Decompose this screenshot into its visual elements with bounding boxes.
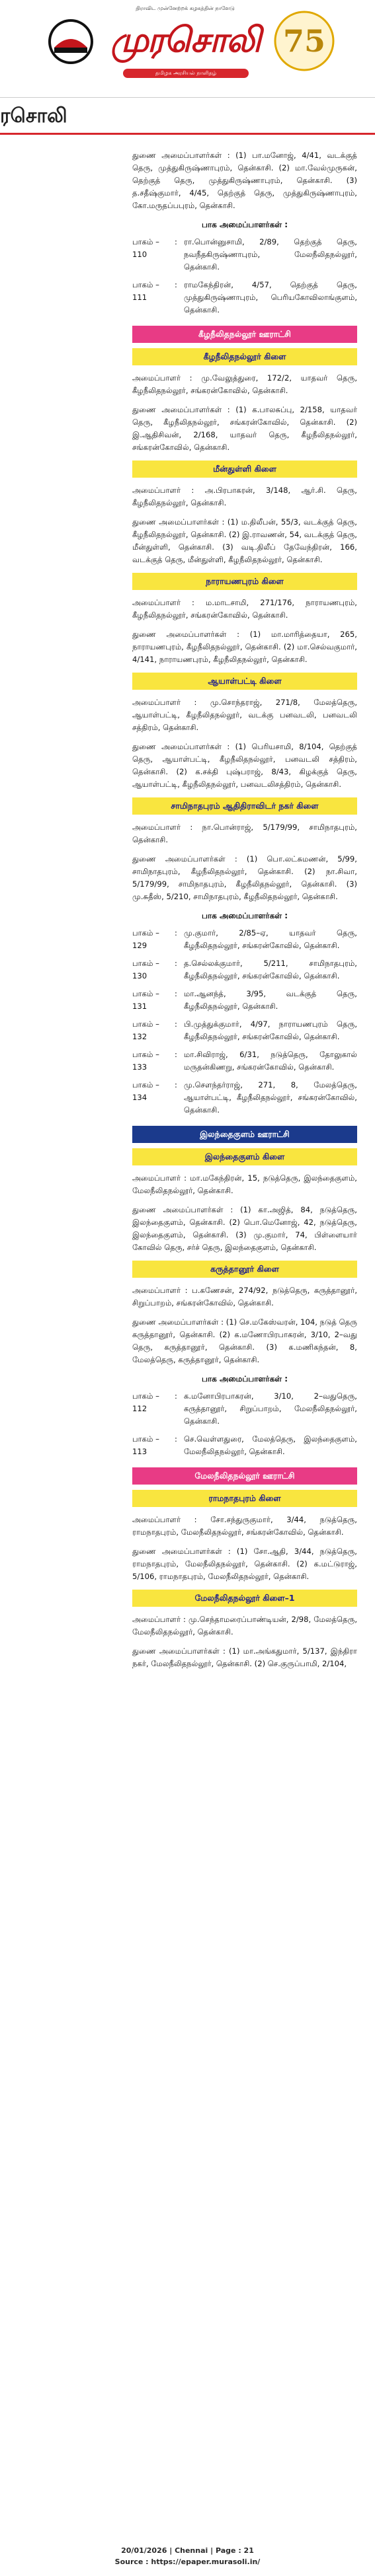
panchayat-banner: மேலநீலிதநல்லூர் ஊராட்சி <box>132 1467 357 1485</box>
section-name: ரசொலி <box>0 104 67 128</box>
booth-row <box>132 279 357 316</box>
anniversary-number: 75 <box>282 23 326 59</box>
booth-text: க.மனோபிரபாகரன், 3/10, 2–வதுதெரு, கருத்தானூர், சிறுப்பாறம், மேலநீலிதநல்லூர், தென்காசி. <box>184 1391 357 1426</box>
booth-number: பாகம் – 132 <box>132 1019 159 1041</box>
paragraph: துணை அமைப்பாளர்கள் : (1) பொ.லட்சுமணன், 5/99, சாமிநாதபுரம், கீழநீலிதநல்லூர், தென்காசி. (2) நா.சிவா, 5/179/99, சாமிநாதபுரம், கீழநீலிதநல்லூர், தென்காசி. (3) மு.சுதீஸ், 5/210, சாமிநாதபுரம், கீழநீலிதநல்லூர், தென்காசி. <box>132 854 357 901</box>
branch-heading: மீன்துள்ளி கிளை <box>132 460 357 478</box>
booth-row <box>132 1390 357 1428</box>
paragraph: அமைப்பாளர் : ப.கணேசன், 274/92, நடுத்தெரு, கருத்தானூர், சிறுப்பாறம், சங்கரன்கோவில், தென்காசி. <box>132 1286 357 1307</box>
booth-separator: : <box>175 1080 177 1089</box>
booth-text: ரா.பொன்னுசாமி, 2/89, தெற்குத் தெரு, நவநீதகிருஷ்ணாபுரம், மேலநீலிதநல்லூர், தென்காசி. <box>184 237 357 272</box>
booth-text: ராமகேந்திரன், 4/57, தெற்குத் தெரு, முத்துகிருஷ்ணாபுரம், பெரியகோவிலாங்குளம், தென்காசி. <box>184 280 357 314</box>
booth-number: பாகம் – 134 <box>132 1080 159 1102</box>
booth-separator: : <box>175 1391 177 1401</box>
branch-heading: மேலநீலிதநல்லூர் கிளை–1 <box>132 1590 357 1607</box>
paragraph: துணை அமைப்பாளர்கள் : (1) பா.மனோஜ், 4/41, வடக்குத் தெரு, முத்துகிருஷ்ணாபுரம், தென்காசி. (2) மா.வேல்முருகன், தெற்குத் தெரு, முத்துகிருஷ்ணாபுரம், தென்காசி. (3) த.சதீஷ்குமார், 4/45, தெற்குத் தெரு, முத்துகிருஷ்ணாபுரம், கோ.மருதப்பபுரம், தென்காசி. <box>132 151 357 210</box>
booth-separator: : <box>175 1434 177 1444</box>
paragraph: துணை அமைப்பாளர்கள் : (1) மா.அங்கதுமார், 5/137, இந்திரா நகர், மேலநீலிதநல்லூர், தென்காசி. (2) செ.குருப்பாமி, 2/104, <box>132 1646 357 1668</box>
paragraph: அமைப்பாளர் : சோ.சந்துருகுமார், 3/44, நடுத்தெரு, ராமநாதபுரம், மேலநீலிதநல்லூர், சங்கரன்கோவில், தென்காசி. <box>132 1515 357 1537</box>
booth-number: பாகம் – 112 <box>132 1391 159 1413</box>
booth-row <box>132 1018 357 1043</box>
masthead-tagline: திராவிட முன்னேற்றக் கழகத்தின் நாளேடு <box>136 5 235 11</box>
booth-separator: : <box>175 280 177 289</box>
paragraph: துணை அமைப்பாளர்கள் : (1) செ.மகேஸ்வரன், 104, நடுத் தெரு கருத்தானூர், தென்காசி. (2) க.மணோபிரபாகரன், 3/10, 2–வது தெரு, கருத்தானூர், தென்காசி. (3) க.மணிகந்தன், 8, மேலத்தெரு, கருத்தானூர், தென்காசி. <box>132 1317 357 1364</box>
booth-number: பாகம் – 113 <box>132 1434 159 1456</box>
booth-list <box>132 236 357 316</box>
paragraph: அமைப்பாளர் : ம.மாடசாமி, 271/176, நாராயணபுரம், கீழநீலிதநல்லூர், சங்கரன்கோவில், தென்காசி. <box>132 598 357 620</box>
paragraph: அமைப்பாளர் : மு.சொந்தராஜ், 271/8, மேலத்தெரு, ஆயாள்பட்டி, கீழநீலிதநல்லூர், வடக்கு பனவடலி, பனவடலி சத்திரம், தென்காசி. <box>132 698 357 732</box>
panchayat-banner: இலந்தைகுளம் ஊராட்சி <box>132 1126 357 1143</box>
booth-row <box>132 1433 357 1458</box>
paragraph: அமைப்பாளர் : மா.மகேந்திரன், 15, நடுத்தெரு, இலந்தைகுளம், மேலநீலிதநல்லூர், தென்காசி. <box>132 1173 357 1195</box>
source-link[interactable]: Source : https://epaper.murasoli.in/ <box>114 2558 261 2566</box>
branch-heading: ஆயாள்பட்டி கிளை <box>132 673 357 690</box>
paragraph: அமைப்பாளர் : மு.செந்தாமரைப்பாண்டியன், 2/98, மேலத்தெரு, மேலநீலிதநல்லூர், தென்காசி. <box>132 1615 357 1637</box>
booth-text: பி.முத்துக்குமார், 4/97, நாராயணபுரம் தெரு, கீழநீலிதநல்லூர், சங்கரன்கோவில், தென்காசி. <box>184 1019 357 1041</box>
page-footer <box>0 2545 375 2576</box>
booth-text: மு.சௌந்தர்ராஜ், 271, 8, மேலத்தெரு, ஆயாள்பட்டி, கீழநீலிதநல்லூர், சங்கரன்கோவில், தென்காசி. <box>184 1080 357 1115</box>
booth-row <box>132 927 357 952</box>
paragraph: அமைப்பாளர் : மு.வேலுத்துரை, 172/2, யாதவர் தெரு, கீழநீலிதநல்லூர், சங்கரன்கோவில், தென்காசி. <box>132 373 357 395</box>
rising-sun-logo-icon <box>46 17 95 66</box>
booth-text: மா.சிவிராஜ், 6/31, நடுத்தெரு, தோலுகால் மருதன்கிணறு, சங்கரன்கோவில், தென்காசி. <box>184 1050 357 1072</box>
booth-row <box>132 236 357 274</box>
booth-separator: : <box>175 959 177 968</box>
booth-number: பாகம் – 129 <box>132 928 159 950</box>
branch-heading: ராமநாதபுரம் கிளை <box>132 1490 357 1507</box>
booth-separator: : <box>175 1019 177 1029</box>
booth-number: பாகம் – 131 <box>132 989 159 1011</box>
paragraph: துணை அமைப்பாளர்கள் : (1) சோ.ஆதி, 3/44, நடுத்தெரு, ராமநாதபுரம், மேலநீலிதநல்லூர், தென்காசி. (2) க.மட்டுராஜ், 5/106, ராமநாதபுரம், மேலநீலிதநல்லூர், தென்காசி. <box>132 1547 357 1581</box>
paragraph: துணை அமைப்பாளர்கள் : (1) கா.அஜித், 84, நடுத்தெரு, இலந்தைகுளம், தென்காசி. (2) பொ.மெனோஜ், 42, நடுத்தெரு, இலந்தைகுளம், தென்காசி. (3) மு.குமார், 74, பிள்ளையார் கோவில் தெரு, சர்ச் தெரு, இலந்தைகுளம், தென்காசி. <box>132 1205 357 1252</box>
paragraph: அமைப்பாளர் : அ.பிரபாகரன், 3/148, ஆர்.சி. தெரு, கீழநீலிதநல்லூர், தென்காசி. <box>132 486 357 507</box>
booth-row <box>132 957 357 982</box>
anniversary-75-icon <box>274 8 335 74</box>
booth-separator: : <box>175 928 177 938</box>
booth-separator: : <box>175 1050 177 1059</box>
branch-heading: இலந்தைகுளம் கிளை <box>132 1148 357 1165</box>
booth-text: த.செல்லக்குமார், 5/211, சாமிநாதபுரம், கீழநீலிதநல்லூர், சங்கரன்கோவில், தென்காசி. <box>184 959 357 980</box>
booth-separator: : <box>175 989 177 998</box>
edition-info: 20/01/2026 | Chennai | Page : 21 <box>121 2546 254 2555</box>
paragraph: துணை அமைப்பாளர்கள் : (1) பெரியசாமி, 8/104, தெற்குத் தெரு, ஆயாள்பட்டி, கீழநீலிதநல்லூர், பனவடலி சத்திரம், தென்காசி. (2) க.சக்தி புஷ்பராஜ், 8/43, கிழக்குத் தெரு, ஆயாள்பட்டி, கீழநீலிதநல்லூர், பனவடலிசத்திரம், தென்காசி. <box>132 742 357 789</box>
booth-list <box>132 1390 357 1458</box>
panchayat-banner: கீழநீலிதநல்லூர் ஊராட்சி <box>132 326 357 343</box>
booth-text: மு.குமார், 2/85–ஏ, யாதவர் தெரு, கீழநீலிதநல்லூர், சங்கரன்கோவில், தென்காசி. <box>184 928 357 950</box>
paragraph: துணை அமைப்பாளர்கள் : (1) க.பாலசுப்பு, 2/158, யாதவர் தெரு, கீழநீலிதநல்லூர், சங்கரன்கோவில், தென்காசி. (2) இ.ஆதிசிவன், 2/168, யாதவர் தெரு, கீழநீலிதநல்லூர், சங்கரன்கோவில், தென்காசி. <box>132 405 357 452</box>
branch-heading: கீழநீலிதநல்லூர் கிளை <box>132 348 357 365</box>
booth-heading: பாக அமைப்பாளர்கள் : <box>201 220 288 229</box>
article-clipping <box>132 149 357 1670</box>
booth-heading: பாக அமைப்பாளர்கள் : <box>201 1374 288 1383</box>
booth-list <box>132 927 357 1117</box>
booth-row <box>132 1049 357 1074</box>
booth-heading: பாக அமைப்பாளர்கள் : <box>201 911 288 920</box>
booth-row <box>132 988 357 1013</box>
booth-text: மா.ஆனந்த், 3/95, வடக்குத் தெரு, கீழநீலிதநல்லூர், தென்காசி. <box>184 989 357 1011</box>
paragraph: துணை அமைப்பாளர்கள் : (1) மா.மாரித்தையா, 265, நாராயணபுரம், கீழநீலிதநல்லூர், தென்காசி. (2) மா.செல்வகுமார், 4/141, நாராயணபுரம், கீழநீலிதநல்லூர், தென்காசி. <box>132 630 357 664</box>
paragraph: அமைப்பாளர் : நா.பொன்ராஜ், 5/179/99, சாமிநாதபுரம், தென்காசி. <box>132 823 357 844</box>
booth-number: பாகம் – 133 <box>132 1050 159 1072</box>
booth-number: பாகம் – 110 <box>132 237 159 259</box>
booth-number: பாகம் – 111 <box>132 280 159 302</box>
section-strip <box>0 98 375 135</box>
booth-number: பாகம் – 130 <box>132 959 159 980</box>
branch-heading: நாராயணபுரம் கிளை <box>132 573 357 590</box>
branch-heading: கருத்தானூர் கிளை <box>132 1261 357 1278</box>
booth-separator: : <box>175 237 177 246</box>
paragraph: துணை அமைப்பாளர்கள் : (1) ம.திலீபன், 55/3, வடக்குத் தெரு, கீழநீலிதநல்லூர், தென்காசி. (2) இ.ராவணன், 54, வடக்குத் தெரு, மீன்துள்ளி, தென்காசி. (3) வடி.திலீப் தேவேந்திரன், 166, வடக்குத் தெரு, மீன்துள்ளி, கீழநீலிதநல்லூர், தென்காசி. <box>132 517 357 564</box>
branch-heading: சாமிநாதபுரம் ஆதிதிராவிடர் நகர் கிளை <box>132 797 357 815</box>
masthead-brand-subtitle: தமிழக அரசியல் நாளிதழ் <box>123 69 249 78</box>
booth-row <box>132 1079 357 1117</box>
masthead-brand: முரசொலி <box>110 20 260 60</box>
masthead <box>0 0 375 98</box>
booth-text: செ.வெள்ளதுரை, மேலத்தெரு, இலந்தைகுளம், மேலநீலிதநல்லூர், தென்காசி. <box>184 1434 357 1456</box>
